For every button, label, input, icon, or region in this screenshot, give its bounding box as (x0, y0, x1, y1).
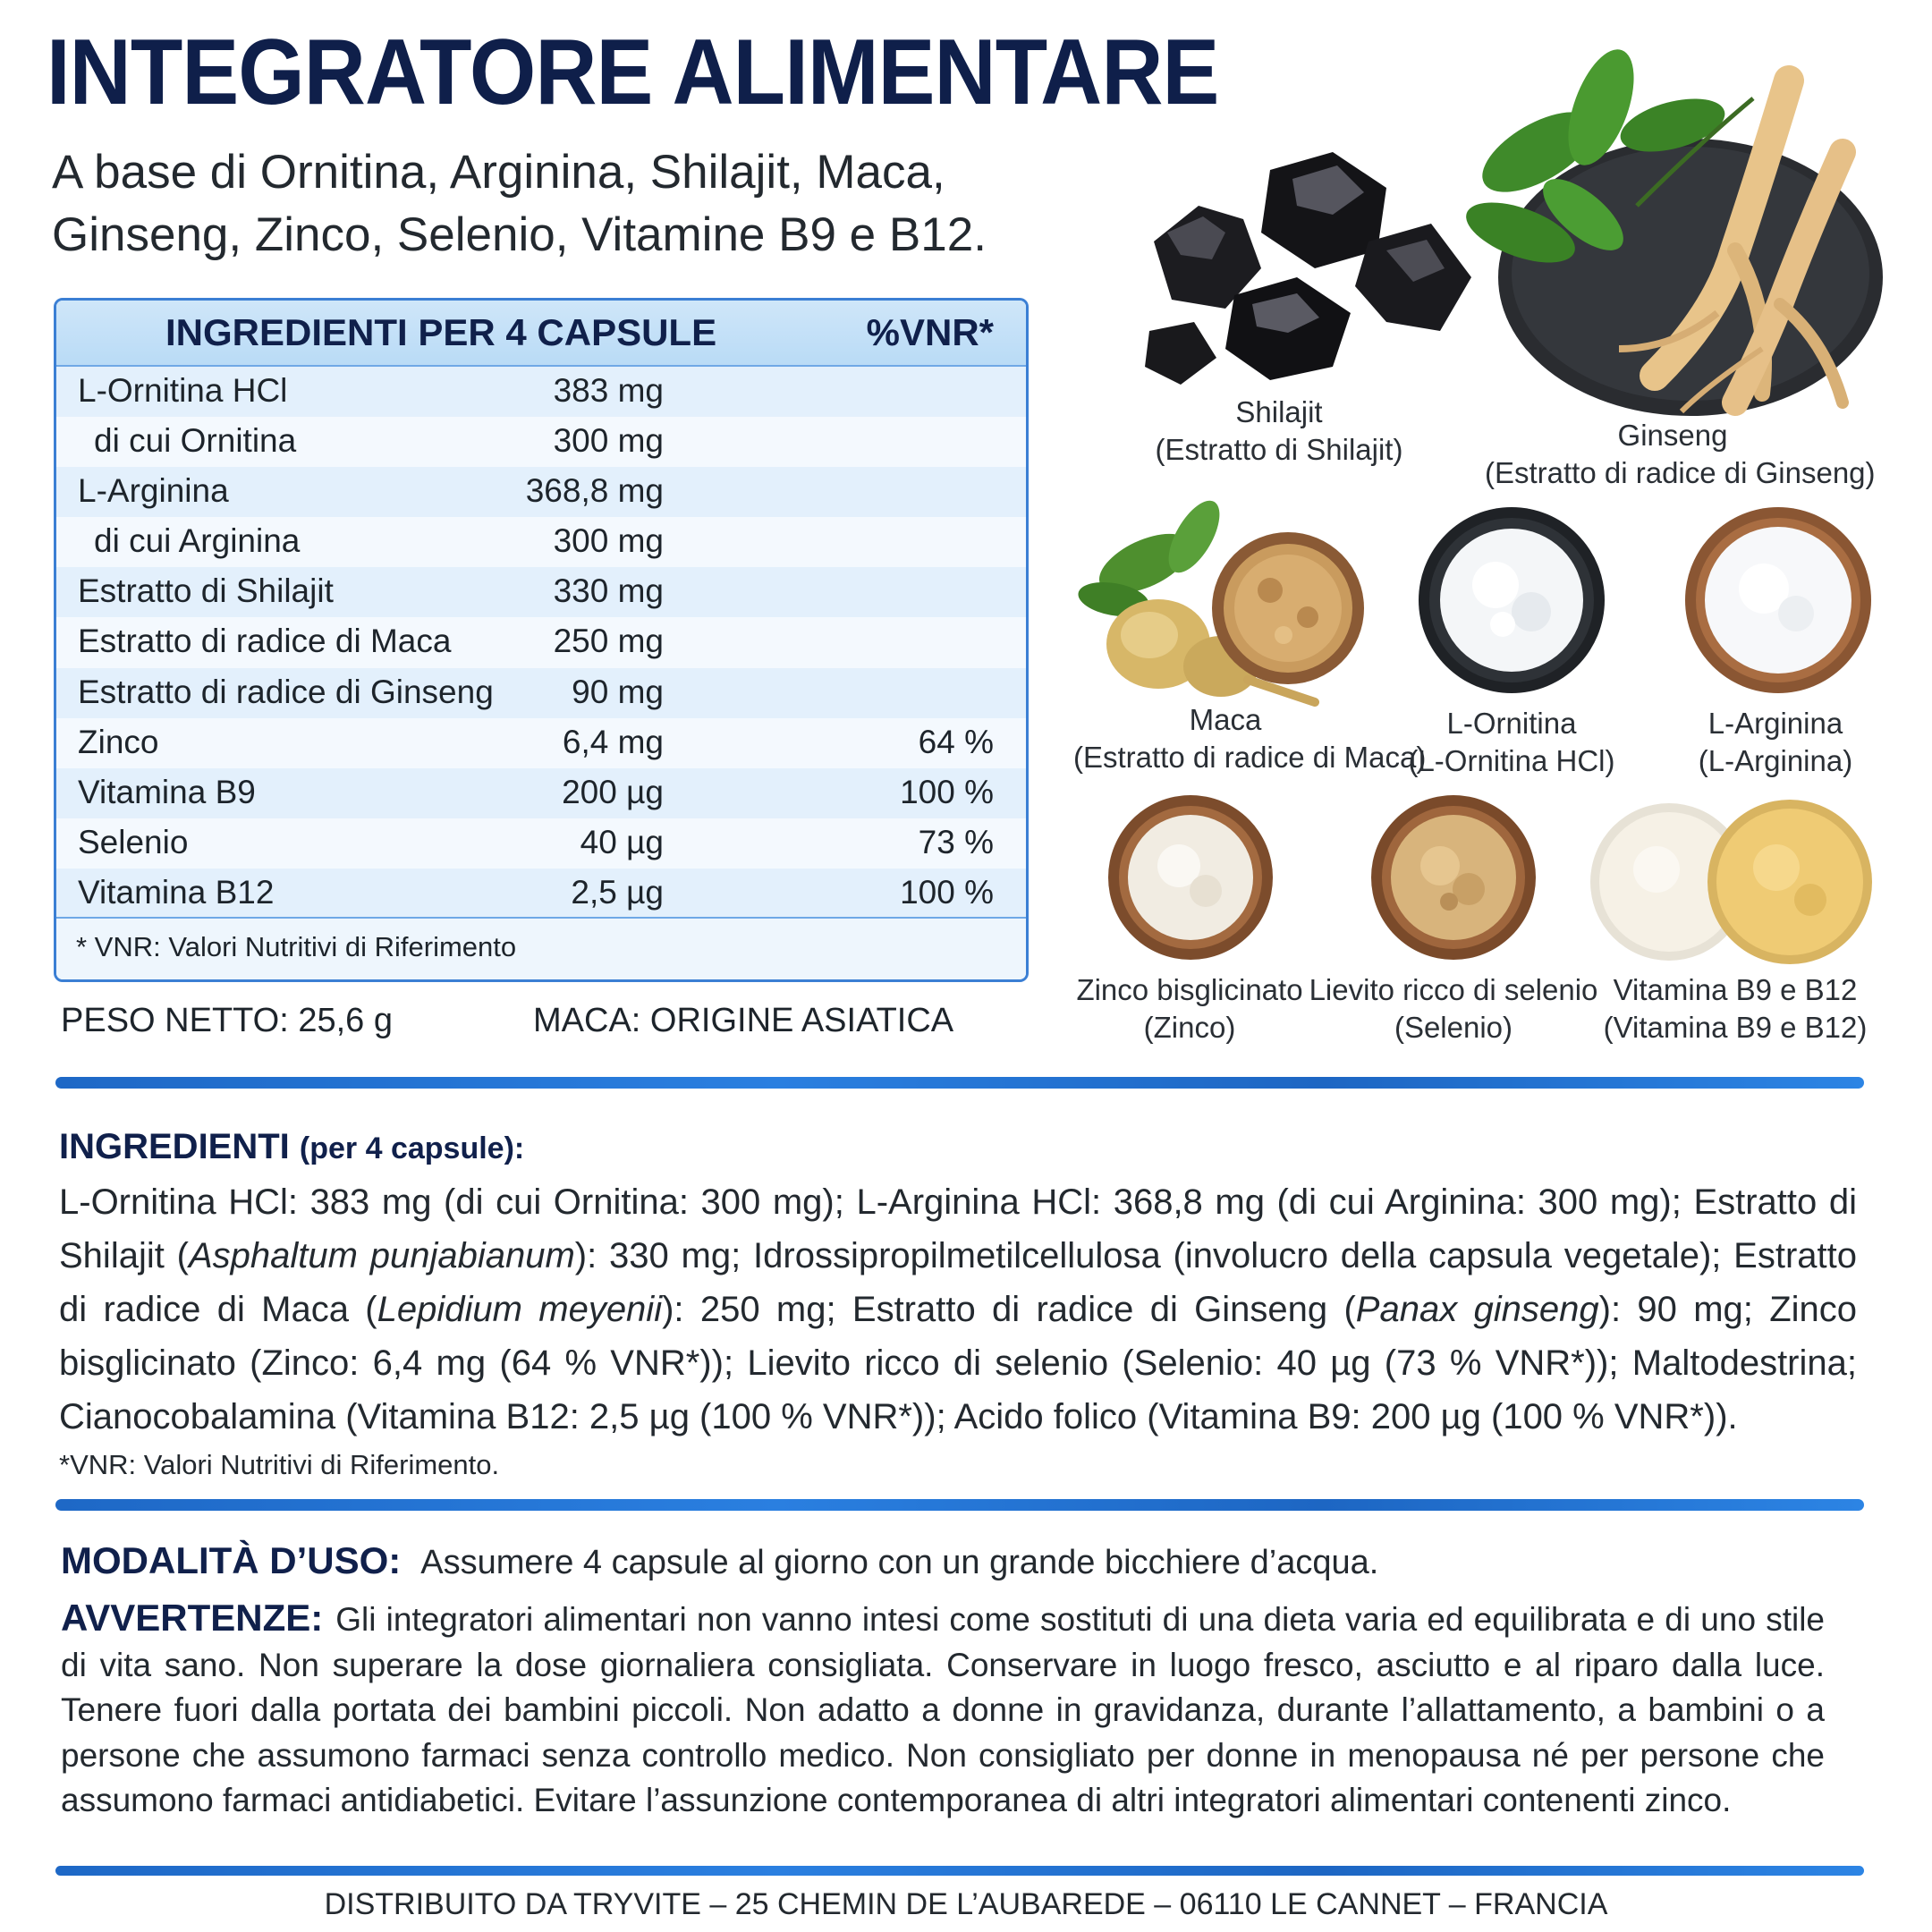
caption-label: Vitamina B9 e B12 (1613, 973, 1858, 1006)
nutrition-table-header (56, 301, 1026, 367)
ingredients-label: INGREDIENTI (59, 1127, 290, 1166)
caption-sublabel: (L-Arginina) (1698, 744, 1853, 777)
caption-label: L-Ornitina (1446, 707, 1577, 740)
table-row (56, 818, 1026, 869)
row-amount: 200 µg (562, 773, 664, 810)
row-name: Estratto di radice di Maca (78, 623, 452, 660)
vnr-footnote: * VNR: Valori Nutritivi di Riferimento (76, 931, 517, 962)
row-name: L-Arginina (78, 472, 229, 510)
table-row (56, 768, 1026, 818)
zinc-powder-image (1106, 794, 1275, 961)
row-amount: 40 µg (580, 823, 664, 860)
caption-sublabel: (Selenio) (1394, 1011, 1513, 1044)
table-row (56, 617, 1026, 667)
row-vnr: 73 % (918, 823, 994, 860)
caption-label: Zinco bisglicinato (1076, 973, 1303, 1006)
image-caption-vitamine (1592, 971, 1878, 1046)
subtitle-line-2: Ginseng, Zinco, Selenio, Vitamine B9 e B12. (52, 208, 987, 261)
caption-label: Lievito ricco di selenio (1309, 973, 1598, 1006)
warnings-label: AVVERTENZE: (61, 1597, 324, 1639)
image-caption-selenio (1306, 971, 1601, 1046)
maca-origin: MACA: ORIGINE ASIATICA (533, 1002, 954, 1039)
ornithine-powder-image (1413, 506, 1610, 694)
row-amount: 250 mg (553, 623, 664, 660)
latin-name: Panax ginseng (1355, 1290, 1599, 1329)
image-caption-ginseng (1485, 417, 1876, 492)
section-divider (55, 1866, 1864, 1876)
nutrition-header-label: INGREDIENTI PER 4 CAPSULE (165, 311, 717, 353)
page-subtitle (52, 141, 987, 267)
ingredients-text (59, 1175, 1857, 1444)
table-row (56, 367, 1026, 417)
row-amount: 300 mg (553, 522, 664, 560)
net-weight: PESO NETTO: 25,6 g (61, 1002, 394, 1039)
usage-label: MODALITÀ D’USO: (61, 1539, 402, 1581)
row-name: Selenio (78, 823, 189, 860)
ingredients-section (59, 1120, 1857, 1444)
warnings-section (61, 1596, 1825, 1824)
caption-label: L-Arginina (1707, 707, 1843, 740)
row-amount: 383 mg (553, 372, 664, 409)
image-caption-shilajit (1136, 394, 1422, 469)
caption-label: Maca (1189, 703, 1262, 736)
caption-sublabel: (Estratto di Shilajit) (1155, 433, 1403, 466)
row-name: Vitamina B9 (78, 773, 256, 810)
table-row (56, 567, 1026, 617)
nutrition-table (54, 298, 1029, 982)
row-vnr: 100 % (900, 773, 994, 810)
vitamin-powder-image (1589, 800, 1875, 970)
row-name: di cui Arginina (94, 522, 301, 560)
row-amount: 368,8 mg (525, 472, 664, 510)
row-name: Estratto di Shilajit (78, 572, 334, 610)
row-name: L-Ornitina HCl (78, 372, 288, 409)
table-row (56, 467, 1026, 517)
maca-root-image (1073, 501, 1368, 707)
caption-label: Ginseng (1617, 419, 1728, 452)
row-name: Estratto di radice di Ginseng (78, 673, 494, 710)
ingredients-text-part: ): 90 mg; Zinco bisglicinato (Zinco: 6,4 mg (64 % VNR*)); Lievito ricco di selenio (Selenio: 40 µg (73 % VNR*)); Maltodestrina; Cianocobalamina (Vitamina B12: 2,5 µg (100 % VNR*)); Acido folico (Vitamina B9: 200 µg (100 % VNR*)). (59, 1290, 1858, 1436)
ingredients-text-part: ): 330 mg; Idrossipropilmetilcellulosa (involucro della capsula vegetale); Estratto di radice di Maca ( (59, 1236, 1857, 1329)
row-amount: 6,4 mg (562, 723, 664, 760)
warnings-text: Gli integratori alimentari non vanno intesi come sostituti di una dieta varia ed equilibrata e di uno stile di vita sano. Non superare la dose giornaliera consigliata. Conservare in luogo fresco, asciutto e al riparo dalla luce. Tenere fuori dalla portata dei bambini piccoli. Non adatto a donne in gravidanza, durante l’allattamento, a bambini o a persone che assumono farmaci senza controllo medico. Non consigliato per donne in menopausa né per persone che assumono farmaci antidiabetici. Evitare l’assunzione contemporanea di altri integratori alimentari contenenti zinco. (61, 1601, 1825, 1818)
latin-name: Asphaltum punjabianum (188, 1236, 575, 1275)
image-caption-arginina (1664, 705, 1887, 780)
row-name: Zinco (78, 723, 159, 760)
caption-label: Shilajit (1235, 395, 1323, 428)
caption-sublabel: (Vitamina B9 e B12) (1603, 1011, 1868, 1044)
row-amount: 2,5 µg (571, 873, 664, 911)
table-row (56, 517, 1026, 567)
page-title: INTEGRATORE ALIMENTARE (47, 21, 1219, 124)
shilajit-resin-image (1127, 134, 1476, 394)
section-divider (55, 1077, 1864, 1089)
caption-sublabel: (Estratto di radice di Maca) (1073, 741, 1427, 774)
table-row (56, 668, 1026, 718)
ingredients-label-suffix: (per 4 capsule): (299, 1131, 525, 1165)
subtitle-line-1: A base di Ornitina, Arginina, Shilajit, Maca, (52, 146, 945, 199)
ingredients-text-part: ): 250 mg; Estratto di radice di Ginseng ( (662, 1290, 1356, 1329)
usage-section (61, 1538, 1850, 1585)
row-vnr: 100 % (900, 873, 994, 911)
ingredients-text-part: L-Ornitina HCl: 383 mg (di cui Ornitina: 300 mg); L-Arginina HCl: 368,8 mg (di cui Arginina: 300 mg); Estratto di Shilajit ( (59, 1182, 1857, 1275)
usage-text: Assumere 4 capsule al giorno con un grande bicchiere d’acqua. (420, 1544, 1379, 1581)
ginseng-root-image (1467, 27, 1878, 420)
section-divider (55, 1499, 1864, 1511)
caption-sublabel: (L-Ornitina HCl) (1408, 744, 1615, 777)
nutrition-table-body (56, 367, 1026, 919)
ingredients-heading (59, 1120, 1857, 1175)
row-amount: 300 mg (553, 422, 664, 460)
row-name: Vitamina B12 (78, 873, 275, 911)
image-caption-ornitina (1395, 705, 1628, 780)
distributor-footer: DISTRIBUITO DA TRYVITE – 25 CHEMIN DE L’AUBAREDE – 06110 LE CANNET – FRANCIA (324, 1887, 1608, 1921)
table-row (56, 718, 1026, 768)
arginine-powder-image (1682, 506, 1875, 694)
image-caption-maca (1073, 701, 1427, 776)
ingredients-footnote: *VNR: Valori Nutritivi di Riferimento. (59, 1449, 500, 1480)
selenium-yeast-image (1368, 794, 1538, 961)
caption-sublabel: (Estratto di radice di Ginseng) (1485, 456, 1876, 489)
nutrition-table-footnote (56, 917, 1026, 979)
table-row (56, 417, 1026, 467)
nutrition-header-vnr: %VNR* (866, 311, 994, 353)
table-row (56, 869, 1026, 919)
caption-sublabel: (Zinco) (1143, 1011, 1236, 1044)
row-amount: 90 mg (572, 673, 664, 710)
image-caption-zinco (1055, 971, 1324, 1046)
row-vnr: 64 % (918, 723, 994, 760)
latin-name: Lepidium meyenii (377, 1290, 663, 1329)
row-amount: 330 mg (553, 572, 664, 610)
row-name: di cui Ornitina (94, 422, 297, 460)
